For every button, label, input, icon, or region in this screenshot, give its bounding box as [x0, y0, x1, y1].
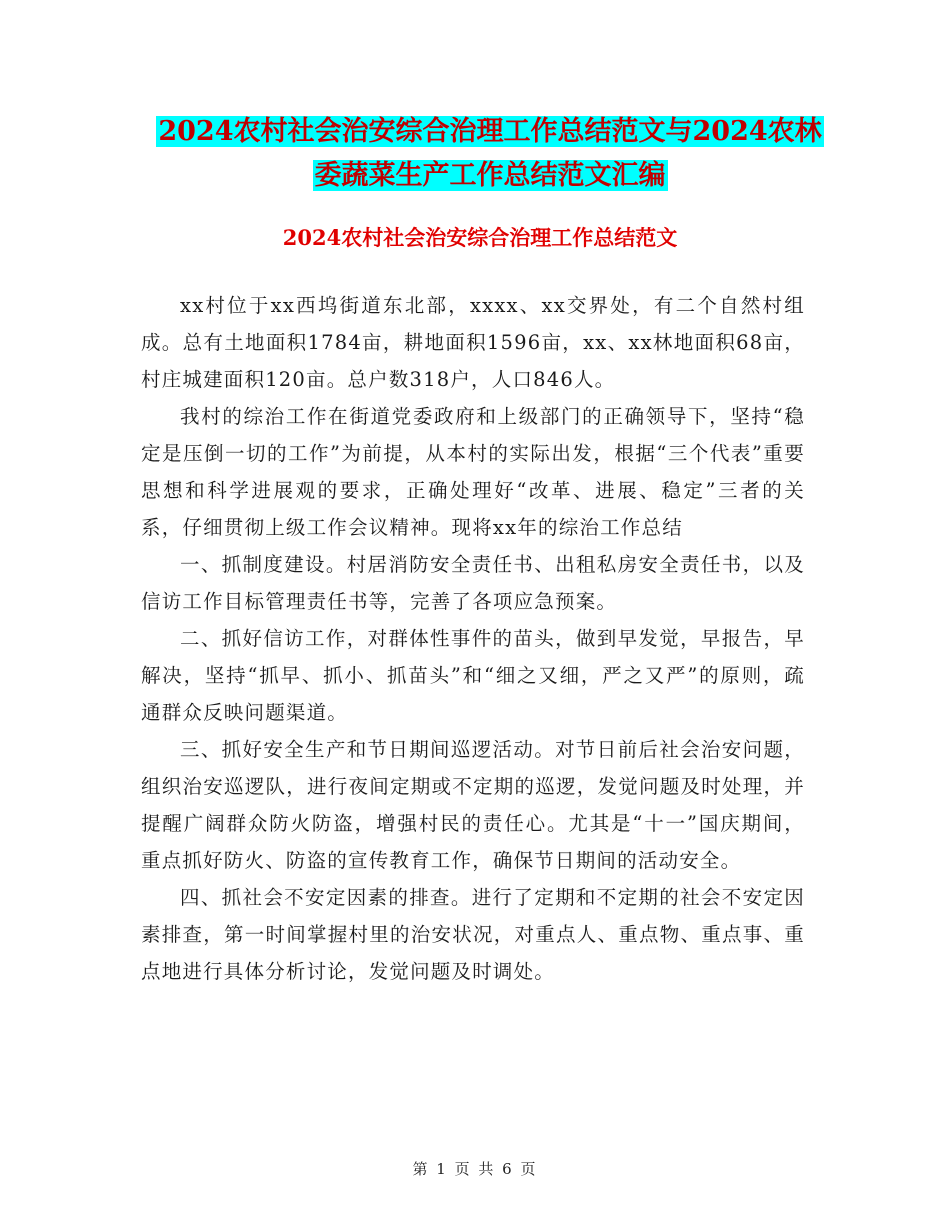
- paragraph: xx村位于xx西坞街道东北部，xxxx、xx交界处，有二个自然村组成。总有土地面积1784亩，耕地面积1596亩，xx、xx林地面积68亩，村庄城建面积120亩。总户数318户，人口846人。: [141, 294, 805, 391]
- document-title-line1: 2024农村社会治安综合治理工作总结范文与2024农林: [158, 116, 822, 147]
- page-footer: 第 1 页 共 6 页: [412, 1160, 538, 1178]
- document-title-line2: 委蔬菜生产工作总结范文汇编: [314, 160, 666, 191]
- paragraph: 我村的综治工作在街道党委政府和上级部门的正确领导下，坚持“稳定是压倒一切的工作”为前提，从本村的实际出发，根据“三个代表”重要思想和科学进展观的要求，正确处理好“改革、进展、稳定”三者的关系，仔细贯彻上级工作会议精神。现将xx年的综治工作总结: [141, 405, 805, 539]
- paragraph: 一、抓制度建设。村居消防安全责任书、出租私房安全责任书，以及信访工作目标管理责任书等，完善了各项应急预案。: [141, 553, 805, 613]
- document-body: [141, 287, 805, 990]
- paragraph: 二、抓好信访工作，对群体性事件的苗头，做到早发觉，早报告，早解决，坚持“抓早、抓小、抓苗头”和“细之又细，严之又严”的原则，疏通群众反映问题渠道。: [141, 627, 805, 724]
- section-title: 2024农村社会治安综合治理工作总结范文: [282, 225, 678, 250]
- paragraph: 四、抓社会不安定因素的排查。进行了定期和不定期的社会不安定因素排查，第一时间掌握村里的治安状况，对重点人、重点物、重点事、重点地进行具体分析讨论，发觉问题及时调处。: [141, 886, 805, 983]
- paragraph: 三、抓好安全生产和节日期间巡逻活动。对节日前后社会治安问题，组织治安巡逻队，进行夜间定期或不定期的巡逻，发觉问题及时处理，并提醒广阔群众防火防盗，增强村民的责任心。尤其是“十一”国庆期间，重点抓好防火、防盗的宣传教育工作，确保节日期间的活动安全。: [141, 738, 805, 872]
- document-title: [140, 110, 840, 198]
